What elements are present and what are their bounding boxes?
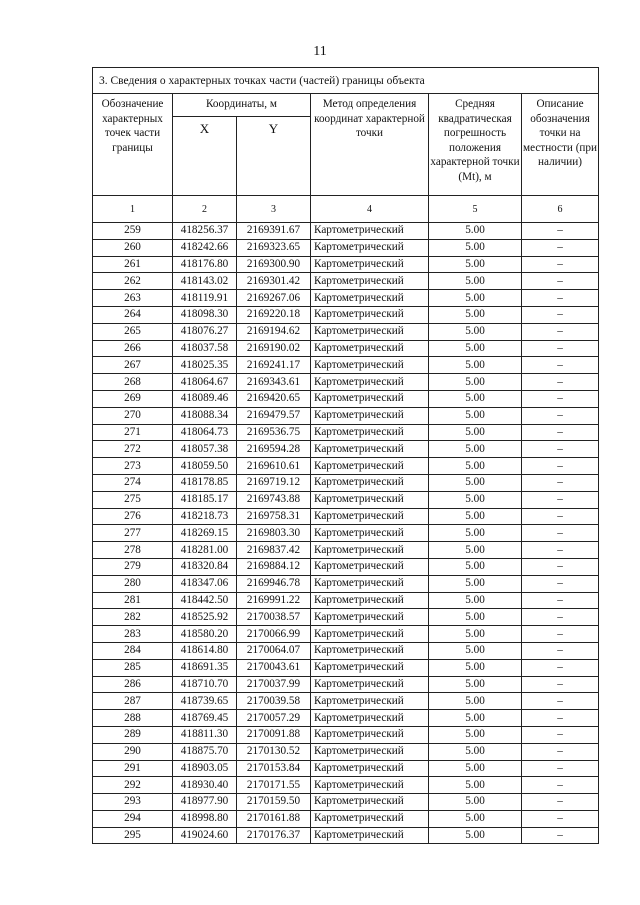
cell-point: 288 (93, 710, 173, 727)
cell-x: 418064.73 (173, 424, 237, 441)
table-row (93, 542, 599, 559)
cell-y: 2169594.28 (237, 441, 311, 458)
header-description: Описание обозначения точки на местности (при наличии) (522, 94, 599, 196)
cell-accuracy: 5.00 (429, 239, 522, 256)
cell-x: 418769.45 (173, 710, 237, 727)
cell-x: 418903.05 (173, 760, 237, 777)
column-number: 6 (522, 196, 599, 223)
cell-point: 285 (93, 659, 173, 676)
table-row (93, 223, 599, 240)
table-row (93, 508, 599, 525)
cell-method: Картометрический (311, 256, 429, 273)
cell-x: 418143.02 (173, 273, 237, 290)
cell-point: 283 (93, 626, 173, 643)
cell-method: Картометрический (311, 693, 429, 710)
cell-y: 2169194.62 (237, 323, 311, 340)
boundary-points-table (92, 67, 599, 844)
table-row (93, 357, 599, 374)
cell-accuracy: 5.00 (429, 592, 522, 609)
cell-y: 2170176.37 (237, 827, 311, 844)
cell-y: 2169946.78 (237, 575, 311, 592)
cell-point: 284 (93, 642, 173, 659)
cell-description: – (522, 223, 599, 240)
cell-accuracy: 5.00 (429, 424, 522, 441)
table-row (93, 575, 599, 592)
cell-y: 2169803.30 (237, 525, 311, 542)
cell-method: Картометрический (311, 323, 429, 340)
cell-point: 260 (93, 239, 173, 256)
cell-x: 418739.65 (173, 693, 237, 710)
cell-y: 2169343.61 (237, 374, 311, 391)
cell-method: Картометрический (311, 441, 429, 458)
cell-point: 274 (93, 474, 173, 491)
cell-accuracy: 5.00 (429, 390, 522, 407)
cell-description: – (522, 659, 599, 676)
cell-accuracy: 5.00 (429, 508, 522, 525)
table-row (93, 525, 599, 542)
table-row (93, 676, 599, 693)
cell-x: 418059.50 (173, 458, 237, 475)
cell-y: 2169420.65 (237, 390, 311, 407)
cell-description: – (522, 357, 599, 374)
table-row (93, 306, 599, 323)
cell-y: 2169267.06 (237, 290, 311, 307)
cell-point: 264 (93, 306, 173, 323)
cell-method: Картометрический (311, 592, 429, 609)
cell-accuracy: 5.00 (429, 676, 522, 693)
cell-y: 2169300.90 (237, 256, 311, 273)
cell-method: Картометрический (311, 777, 429, 794)
cell-accuracy: 5.00 (429, 407, 522, 424)
cell-y: 2170171.55 (237, 777, 311, 794)
cell-accuracy: 5.00 (429, 491, 522, 508)
table-row (93, 777, 599, 794)
column-number: 3 (237, 196, 311, 223)
cell-description: – (522, 441, 599, 458)
cell-x: 418242.66 (173, 239, 237, 256)
cell-description: – (522, 306, 599, 323)
cell-x: 418178.85 (173, 474, 237, 491)
cell-point: 293 (93, 794, 173, 811)
cell-description: – (522, 794, 599, 811)
cell-accuracy: 5.00 (429, 340, 522, 357)
cell-description: – (522, 642, 599, 659)
cell-accuracy: 5.00 (429, 777, 522, 794)
cell-point: 275 (93, 491, 173, 508)
cell-x: 418320.84 (173, 558, 237, 575)
cell-method: Картометрический (311, 542, 429, 559)
cell-y: 2170159.50 (237, 794, 311, 811)
cell-method: Картометрический (311, 743, 429, 760)
cell-accuracy: 5.00 (429, 575, 522, 592)
header-point: Обозначение характерных точек части границы (93, 94, 173, 196)
cell-description: – (522, 743, 599, 760)
cell-accuracy: 5.00 (429, 794, 522, 811)
cell-point: 261 (93, 256, 173, 273)
cell-description: – (522, 710, 599, 727)
cell-point: 287 (93, 693, 173, 710)
cell-description: – (522, 407, 599, 424)
table-row (93, 441, 599, 458)
cell-accuracy: 5.00 (429, 693, 522, 710)
cell-y: 2169190.02 (237, 340, 311, 357)
cell-method: Картометрический (311, 374, 429, 391)
table-row (93, 390, 599, 407)
cell-point: 277 (93, 525, 173, 542)
cell-description: – (522, 239, 599, 256)
cell-y: 2169991.22 (237, 592, 311, 609)
table-row (93, 659, 599, 676)
cell-method: Картометрический (311, 239, 429, 256)
header-method: Метод определения координат характерной точки (311, 94, 429, 196)
cell-description: – (522, 340, 599, 357)
cell-y: 2169884.12 (237, 558, 311, 575)
cell-y: 2170043.61 (237, 659, 311, 676)
cell-y: 2170130.52 (237, 743, 311, 760)
table-row (93, 340, 599, 357)
cell-x: 418875.70 (173, 743, 237, 760)
cell-y: 2169719.12 (237, 474, 311, 491)
table-row (93, 290, 599, 307)
cell-x: 418185.17 (173, 491, 237, 508)
cell-description: – (522, 592, 599, 609)
cell-accuracy: 5.00 (429, 458, 522, 475)
cell-y: 2169758.31 (237, 508, 311, 525)
table-row (93, 710, 599, 727)
cell-y: 2170037.99 (237, 676, 311, 693)
cell-accuracy: 5.00 (429, 441, 522, 458)
cell-method: Картометрический (311, 726, 429, 743)
cell-x: 418119.91 (173, 290, 237, 307)
cell-accuracy: 5.00 (429, 290, 522, 307)
table-row (93, 760, 599, 777)
cell-x: 418525.92 (173, 609, 237, 626)
cell-point: 259 (93, 223, 173, 240)
cell-y: 2170066.99 (237, 626, 311, 643)
cell-point: 273 (93, 458, 173, 475)
cell-point: 282 (93, 609, 173, 626)
cell-accuracy: 5.00 (429, 323, 522, 340)
cell-method: Картометрический (311, 659, 429, 676)
column-number: 4 (311, 196, 429, 223)
cell-y: 2169610.61 (237, 458, 311, 475)
cell-x: 419024.60 (173, 827, 237, 844)
cell-method: Картометрический (311, 223, 429, 240)
table-row (93, 458, 599, 475)
cell-y: 2169837.42 (237, 542, 311, 559)
cell-x: 418176.80 (173, 256, 237, 273)
cell-point: 266 (93, 340, 173, 357)
cell-x: 418710.70 (173, 676, 237, 693)
cell-accuracy: 5.00 (429, 710, 522, 727)
cell-description: – (522, 474, 599, 491)
cell-point: 262 (93, 273, 173, 290)
cell-description: – (522, 626, 599, 643)
cell-point: 263 (93, 290, 173, 307)
cell-method: Картометрический (311, 458, 429, 475)
cell-description: – (522, 323, 599, 340)
table-row (93, 374, 599, 391)
cell-method: Картометрический (311, 525, 429, 542)
cell-accuracy: 5.00 (429, 558, 522, 575)
cell-method: Картометрический (311, 676, 429, 693)
cell-x: 418218.73 (173, 508, 237, 525)
table-row (93, 810, 599, 827)
cell-point: 279 (93, 558, 173, 575)
cell-method: Картометрический (311, 474, 429, 491)
cell-point: 294 (93, 810, 173, 827)
cell-x: 418076.27 (173, 323, 237, 340)
cell-description: – (522, 273, 599, 290)
column-number: 2 (173, 196, 237, 223)
cell-x: 418580.20 (173, 626, 237, 643)
cell-point: 268 (93, 374, 173, 391)
cell-accuracy: 5.00 (429, 726, 522, 743)
cell-description: – (522, 777, 599, 794)
cell-description: – (522, 676, 599, 693)
cell-accuracy: 5.00 (429, 659, 522, 676)
table-row (93, 239, 599, 256)
cell-y: 2170091.88 (237, 726, 311, 743)
cell-description: – (522, 508, 599, 525)
cell-y: 2170161.88 (237, 810, 311, 827)
cell-accuracy: 5.00 (429, 525, 522, 542)
cell-description: – (522, 424, 599, 441)
cell-method: Картометрический (311, 290, 429, 307)
cell-x: 418811.30 (173, 726, 237, 743)
table-row (93, 726, 599, 743)
cell-method: Картометрический (311, 575, 429, 592)
cell-accuracy: 5.00 (429, 474, 522, 491)
cell-y: 2169220.18 (237, 306, 311, 323)
cell-method: Картометрический (311, 794, 429, 811)
cell-description: – (522, 693, 599, 710)
cell-x: 418930.40 (173, 777, 237, 794)
cell-point: 292 (93, 777, 173, 794)
table-row (93, 626, 599, 643)
cell-point: 276 (93, 508, 173, 525)
column-number: 1 (93, 196, 173, 223)
cell-point: 280 (93, 575, 173, 592)
cell-y: 2170153.84 (237, 760, 311, 777)
cell-x: 418256.37 (173, 223, 237, 240)
table-body (93, 223, 599, 844)
cell-y: 2169536.75 (237, 424, 311, 441)
table-row (93, 558, 599, 575)
table-row (93, 827, 599, 844)
table-row (93, 693, 599, 710)
cell-description: – (522, 542, 599, 559)
cell-point: 265 (93, 323, 173, 340)
table-row (93, 491, 599, 508)
cell-point: 286 (93, 676, 173, 693)
cell-description: – (522, 525, 599, 542)
cell-x: 418977.90 (173, 794, 237, 811)
cell-point: 269 (93, 390, 173, 407)
cell-y: 2169241.17 (237, 357, 311, 374)
cell-x: 418037.58 (173, 340, 237, 357)
cell-y: 2170038.57 (237, 609, 311, 626)
cell-description: – (522, 458, 599, 475)
cell-accuracy: 5.00 (429, 306, 522, 323)
cell-accuracy: 5.00 (429, 273, 522, 290)
cell-accuracy: 5.00 (429, 743, 522, 760)
table-row (93, 592, 599, 609)
cell-description: – (522, 558, 599, 575)
column-number: 5 (429, 196, 522, 223)
cell-point: 278 (93, 542, 173, 559)
cell-y: 2169391.67 (237, 223, 311, 240)
cell-method: Картометрический (311, 273, 429, 290)
header-coords: Координаты, м (173, 94, 311, 117)
cell-x: 418025.35 (173, 357, 237, 374)
cell-x: 418057.38 (173, 441, 237, 458)
cell-x: 418098.30 (173, 306, 237, 323)
cell-description: – (522, 374, 599, 391)
table-row (93, 256, 599, 273)
cell-description: – (522, 810, 599, 827)
cell-x: 418088.34 (173, 407, 237, 424)
cell-method: Картометрический (311, 827, 429, 844)
cell-method: Картометрический (311, 407, 429, 424)
cell-point: 271 (93, 424, 173, 441)
cell-point: 295 (93, 827, 173, 844)
cell-accuracy: 5.00 (429, 642, 522, 659)
cell-method: Картометрический (311, 357, 429, 374)
section-title: 3. Сведения о характерных точках части (частей) границы объекта (93, 68, 599, 94)
cell-y: 2170039.58 (237, 693, 311, 710)
cell-point: 281 (93, 592, 173, 609)
table-row (93, 323, 599, 340)
cell-y: 2170064.07 (237, 642, 311, 659)
cell-method: Картометрический (311, 306, 429, 323)
cell-description: – (522, 760, 599, 777)
cell-x: 418998.80 (173, 810, 237, 827)
cell-accuracy: 5.00 (429, 760, 522, 777)
cell-point: 267 (93, 357, 173, 374)
cell-point: 290 (93, 743, 173, 760)
cell-y: 2169323.65 (237, 239, 311, 256)
cell-x: 418089.46 (173, 390, 237, 407)
header-x: X (173, 117, 237, 196)
cell-method: Картометрический (311, 508, 429, 525)
cell-method: Картометрический (311, 710, 429, 727)
cell-accuracy: 5.00 (429, 810, 522, 827)
cell-description: – (522, 491, 599, 508)
cell-description: – (522, 290, 599, 307)
table-row (93, 642, 599, 659)
table-row (93, 424, 599, 441)
table-row (93, 474, 599, 491)
cell-x: 418347.06 (173, 575, 237, 592)
cell-point: 289 (93, 726, 173, 743)
cell-x: 418281.00 (173, 542, 237, 559)
cell-y: 2169479.57 (237, 407, 311, 424)
cell-description: – (522, 827, 599, 844)
table-row (93, 794, 599, 811)
cell-x: 418614.80 (173, 642, 237, 659)
cell-method: Картометрический (311, 810, 429, 827)
table-row (93, 743, 599, 760)
cell-method: Картометрический (311, 609, 429, 626)
cell-method: Картометрический (311, 558, 429, 575)
cell-method: Картометрический (311, 424, 429, 441)
cell-accuracy: 5.00 (429, 374, 522, 391)
cell-x: 418064.67 (173, 374, 237, 391)
cell-method: Картометрический (311, 340, 429, 357)
cell-method: Картометрический (311, 642, 429, 659)
cell-x: 418442.50 (173, 592, 237, 609)
table-row (93, 407, 599, 424)
cell-description: – (522, 609, 599, 626)
cell-x: 418269.15 (173, 525, 237, 542)
cell-accuracy: 5.00 (429, 223, 522, 240)
cell-y: 2169743.88 (237, 491, 311, 508)
cell-accuracy: 5.00 (429, 357, 522, 374)
header-y: Y (237, 117, 311, 196)
cell-accuracy: 5.00 (429, 256, 522, 273)
cell-accuracy: 5.00 (429, 827, 522, 844)
table-row (93, 609, 599, 626)
cell-point: 272 (93, 441, 173, 458)
table-row (93, 273, 599, 290)
cell-description: – (522, 575, 599, 592)
cell-description: – (522, 390, 599, 407)
cell-method: Картометрический (311, 760, 429, 777)
cell-method: Картометрический (311, 626, 429, 643)
cell-method: Картометрический (311, 390, 429, 407)
cell-method: Картометрический (311, 491, 429, 508)
cell-y: 2169301.42 (237, 273, 311, 290)
cell-description: – (522, 726, 599, 743)
cell-x: 418691.35 (173, 659, 237, 676)
cell-point: 270 (93, 407, 173, 424)
cell-y: 2170057.29 (237, 710, 311, 727)
cell-accuracy: 5.00 (429, 626, 522, 643)
cell-description: – (522, 256, 599, 273)
cell-accuracy: 5.00 (429, 542, 522, 559)
header-accuracy: Средняя квадратическая погрешность положения характерной точки (Mt), м (429, 94, 522, 196)
page-number: 11 (313, 44, 327, 59)
cell-accuracy: 5.00 (429, 609, 522, 626)
cell-point: 291 (93, 760, 173, 777)
